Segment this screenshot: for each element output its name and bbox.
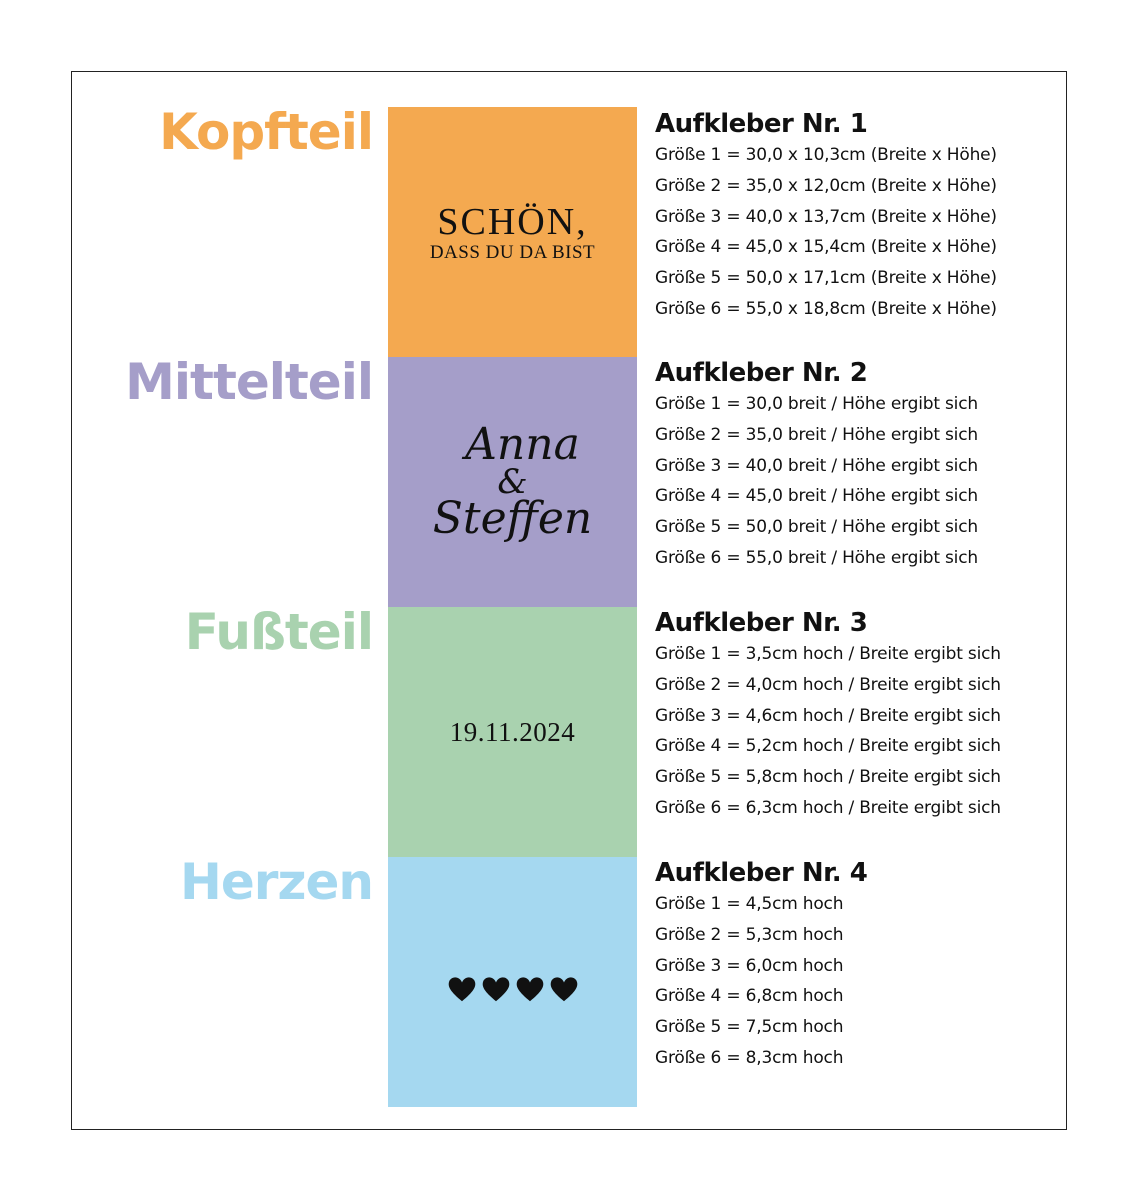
size-line: Größe 4 = 45,0 x 15,4cm (Breite x Höhe) bbox=[655, 237, 997, 258]
size-line: Größe 2 = 35,0 breit / Höhe ergibt sich bbox=[655, 424, 978, 445]
section-label-kopfteil: Kopfteil bbox=[159, 103, 373, 161]
block-fussteil bbox=[388, 607, 637, 857]
size-line: Größe 5 = 50,0 x 17,1cm (Breite x Höhe) bbox=[655, 268, 997, 289]
sticker-title: Aufkleber Nr. 1 bbox=[655, 109, 868, 139]
heart-icon bbox=[447, 974, 477, 1004]
size-line: Größe 3 = 40,0 x 13,7cm (Breite x Höhe) bbox=[655, 206, 997, 227]
size-line: Größe 4 = 45,0 breit / Höhe ergibt sich bbox=[655, 486, 978, 507]
sticker-title: Aufkleber Nr. 4 bbox=[655, 858, 868, 888]
sample-text-line1: SCHÖN, bbox=[437, 200, 588, 243]
sample-name-2: Steffen bbox=[432, 493, 593, 544]
size-line: Größe 6 = 55,0 breit / Höhe ergibt sich bbox=[655, 547, 978, 568]
size-line: Größe 1 = 30,0 breit / Höhe ergibt sich bbox=[655, 394, 978, 414]
heart-icon bbox=[549, 974, 579, 1004]
heart-icon bbox=[481, 974, 511, 1004]
section-label-herzen: Herzen bbox=[179, 853, 373, 911]
block-herzen bbox=[388, 857, 637, 1107]
section-label-fussteil: Fußteil bbox=[184, 603, 373, 661]
sample-date: 19.11.2024 bbox=[449, 716, 576, 747]
section-label-mittelteil: Mittelteil bbox=[125, 353, 373, 411]
size-line: Größe 6 = 6,3cm hoch / Breite ergibt sich bbox=[655, 797, 1001, 818]
size-line: Größe 5 = 7,5cm hoch bbox=[655, 1017, 844, 1038]
size-line: Größe 2 = 5,3cm hoch bbox=[655, 924, 844, 945]
size-line: Größe 3 = 6,0cm hoch bbox=[655, 955, 844, 976]
size-line: Größe 4 = 5,2cm hoch / Breite ergibt sich bbox=[655, 736, 1001, 757]
sample-text-line2: DASS DU DA BIST bbox=[429, 241, 596, 263]
size-line: Größe 4 = 6,8cm hoch bbox=[655, 986, 844, 1007]
heart-icon bbox=[515, 974, 545, 1004]
block-kopfteil bbox=[388, 107, 637, 357]
size-line: Größe 3 = 40,0 breit / Höhe ergibt sich bbox=[655, 455, 978, 476]
size-line: Größe 6 = 8,3cm hoch bbox=[655, 1047, 844, 1068]
specs-sticker-3 bbox=[655, 607, 1001, 824]
specs-sticker-4 bbox=[655, 857, 867, 1074]
hearts-row bbox=[447, 974, 579, 1004]
size-line: Größe 1 = 30,0 x 10,3cm (Breite x Höhe) bbox=[655, 145, 997, 165]
sticker-title: Aufkleber Nr. 3 bbox=[655, 608, 868, 638]
size-line: Größe 5 = 5,8cm hoch / Breite ergibt sich bbox=[655, 767, 1001, 788]
size-line: Größe 6 = 55,0 x 18,8cm (Breite x Höhe) bbox=[655, 298, 997, 319]
size-line: Größe 5 = 50,0 breit / Höhe ergibt sich bbox=[655, 517, 978, 538]
specs-sticker-2 bbox=[655, 357, 978, 574]
sticker-title: Aufkleber Nr. 2 bbox=[655, 358, 868, 388]
size-line: Größe 1 = 3,5cm hoch / Breite ergibt sich bbox=[655, 644, 1001, 664]
sample-name-1: Anna bbox=[465, 419, 580, 470]
sample-ampersand: & bbox=[497, 462, 528, 502]
size-line: Größe 2 = 35,0 x 12,0cm (Breite x Höhe) bbox=[655, 175, 997, 196]
size-line: Größe 2 = 4,0cm hoch / Breite ergibt sich bbox=[655, 674, 1001, 695]
block-mittelteil bbox=[388, 357, 637, 607]
size-line: Größe 1 = 4,5cm hoch bbox=[655, 894, 844, 914]
size-line: Größe 3 = 4,6cm hoch / Breite ergibt sich bbox=[655, 705, 1001, 726]
specs-sticker-1 bbox=[655, 108, 997, 325]
